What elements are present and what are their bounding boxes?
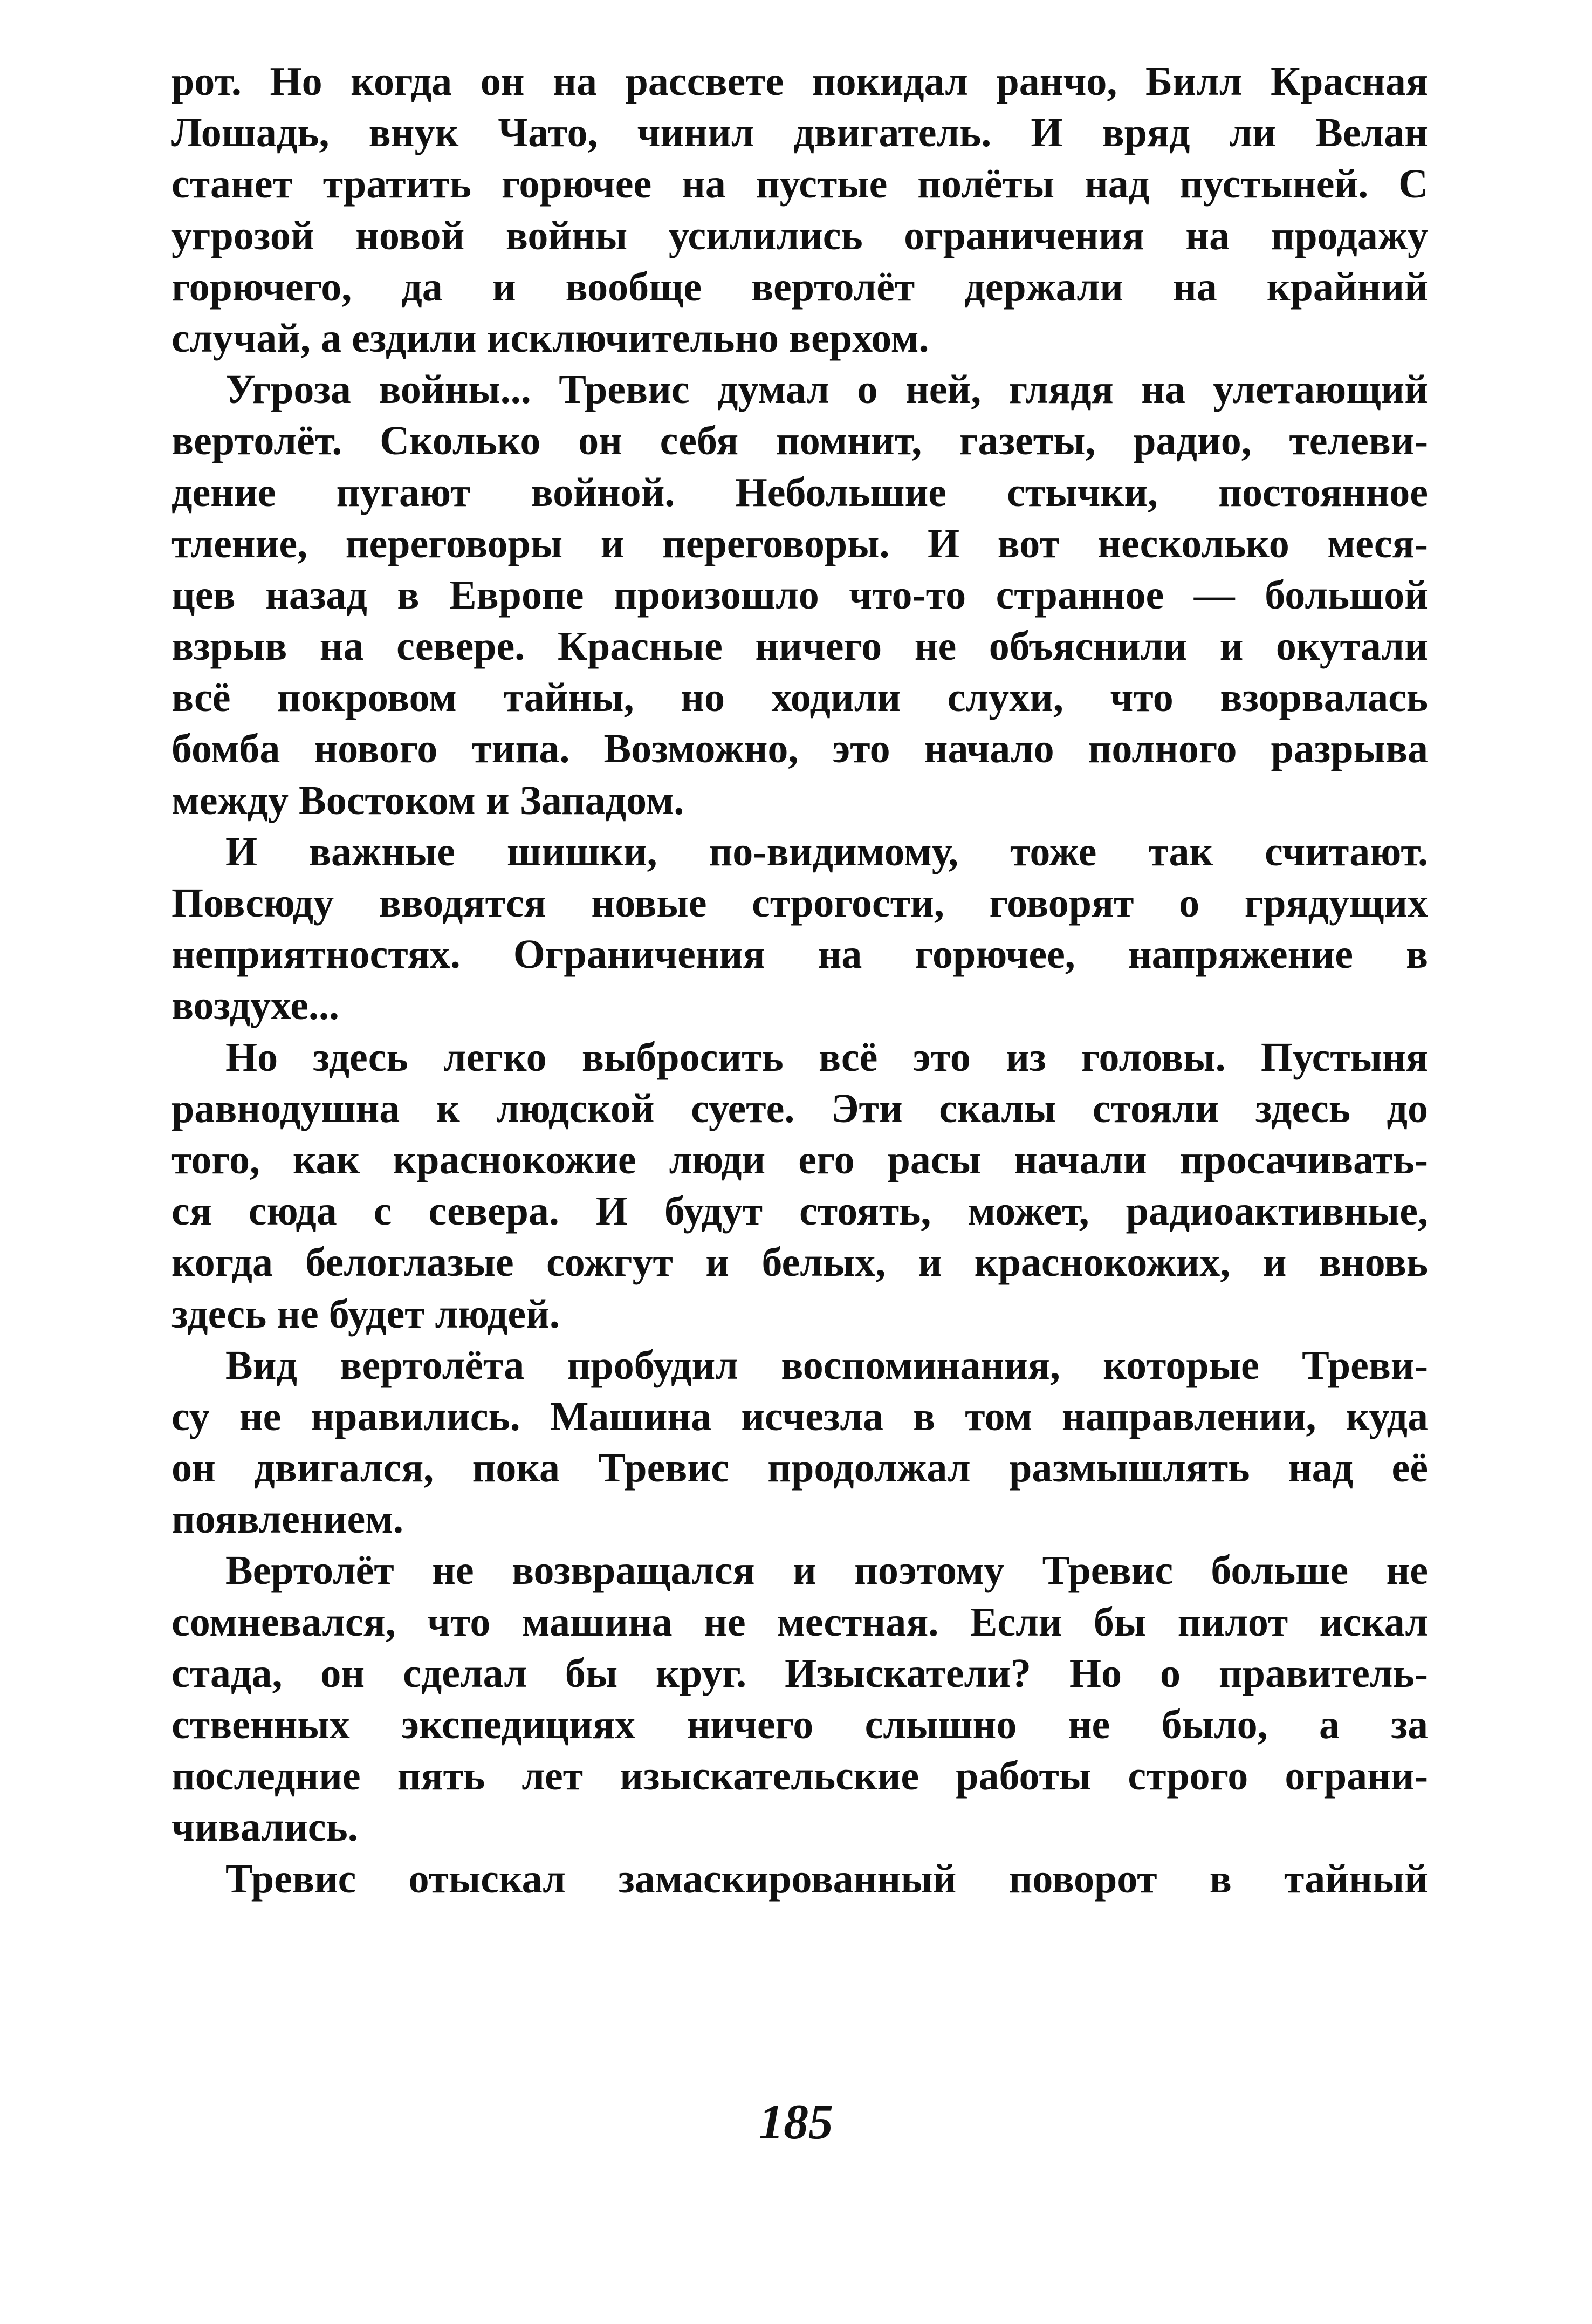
paragraph-first-line: Вертолёт не возвращался и поэтому Тревис больше не [225,1548,1428,1594]
text-line: тление, переговоры и переговоры. И вот несколько меся- [171,521,1428,566]
text-line: равнодушна к людской суете. Эти скалы стояли здесь до [171,1085,1428,1131]
text-line: ся сюда с севера. И будут стоять, может, радиоактивные, [171,1188,1428,1234]
text-line: сомневался, что машина не местная. Если бы пилот искал [171,1599,1428,1645]
text-line: рот. Но когда он на рассвете покидал ранчо, Билл Красная [171,59,1428,104]
text-line: дение пугают войной. Небольшие стычки, постоянное [171,469,1428,515]
text-line: ственных экспедициях ничего слышно не было, а за [171,1702,1428,1747]
page-number: 185 [759,2094,833,2149]
text-line: взрыв на севере. Красные ничего не объяснили и окутали [171,624,1428,669]
text-line: чивались. [171,1804,358,1850]
text-line: бомба нового типа. Возможно, это начало полного разрыва [171,726,1428,772]
paragraph-first-line: Вид вертолёта пробудил воспоминания, которые Треви- [225,1342,1428,1388]
text-line: появлением. [171,1496,403,1542]
text-line: он двигался, пока Тревис продолжал размышлять над её [171,1445,1428,1491]
text-line: станет тратить горючее на пустые полёты над пустыней. С [171,161,1428,207]
text-line: Повсюду вводятся новые строгости, говорят о грядущих [171,880,1428,926]
text-line: стада, он сделал бы круг. Изыскатели? Но о правитель- [171,1650,1428,1696]
paragraph-first-line: Угроза войны... Тревис думал о ней, глядя на улетающий [225,367,1428,413]
text-line: цев назад в Европе произошло что-то странное — большой [171,572,1428,618]
text-line: здесь не будет людей. [171,1291,560,1337]
text-line: угрозой новой войны усилились ограничения на продажу [171,213,1428,258]
text-line: последние пять лет изыскательские работы строго ограни- [171,1753,1428,1799]
text-line: вертолёт. Сколько он себя помнит, газеты, радио, телеви- [171,418,1428,464]
text-line: неприятностях. Ограничения на горючее, напряжение в [171,932,1428,978]
paragraph-first-line: И важные шишки, по-видимому, тоже так считают. [225,829,1428,874]
paragraph-first-line: Но здесь легко выбросить всё это из головы. Пустыня [225,1034,1428,1080]
text-line: воздухе... [171,983,339,1029]
text-line: между Востоком и Западом. [171,777,684,823]
text-line: когда белоглазые сожгут и белых, и краснокожих, и вновь [171,1240,1428,1286]
text-line: Лошадь, внук Чато, чинил двигатель. И вряд ли Велан [171,110,1428,156]
text-line: горючего, да и вообще вертолёт держали на крайний [171,264,1428,310]
text-line: случай, а ездили исключительно верхом. [171,315,929,361]
body-text [171,56,1428,1905]
text-line: всё покровом тайны, но ходили слухи, что взорвалась [171,675,1428,721]
text-line: су не нравились. Машина исчезла в том направлении, куда [171,1393,1428,1439]
paragraph-first-line: Тревис отыскал замаскированный поворот в тайный [225,1856,1428,1902]
text-line: того, как краснокожие люди его расы начали просачивать- [171,1137,1428,1182]
